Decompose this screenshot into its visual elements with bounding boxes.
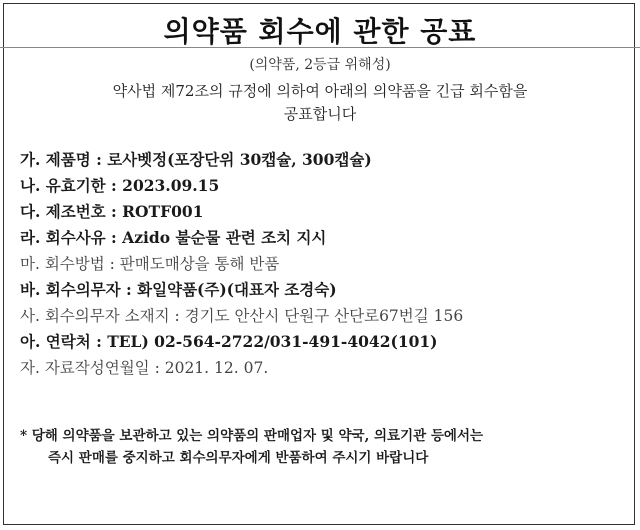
item-recall-reason: 라. 회수사유 : Azido 불순물 관련 조치 지시 bbox=[20, 228, 327, 247]
item-recall-method: 마. 회수방법 : 판매도매상을 통해 반품 bbox=[20, 255, 280, 273]
item-product-name: 가. 제품명 : 로사벳정(포장단위 30캡슐, 300캡슐) bbox=[20, 150, 372, 169]
intro-line-1: 약사법 제72조의 규정에 의하여 아래의 의약품을 긴급 회수함을 bbox=[112, 82, 528, 100]
page-title: 의약품 회수에 관한 공표 bbox=[163, 15, 477, 48]
notice-line-1: * 당해 의약품을 보관하고 있는 의약품의 판매업자 및 약국, 의료기관 등에서는 bbox=[20, 428, 484, 444]
intro-text bbox=[30, 80, 610, 126]
recall-details-list bbox=[20, 147, 620, 381]
notice-line-2: 즉시 판매를 중지하고 회수의무자에게 반품하여 주시기 바랍니다 bbox=[48, 450, 429, 466]
item-date-written: 자. 자료작성연월일 : 2021. 12. 07. bbox=[20, 359, 269, 377]
item-responsible-party: 바. 회수의무자 : 화일약품(주)(대표자 조경숙) bbox=[20, 280, 337, 299]
item-responsible-address: 사. 회수의무자 소재지 : 경기도 안산시 단원구 산단로67번길 156 bbox=[20, 307, 464, 325]
header-divider bbox=[0, 47, 640, 48]
footer-notice bbox=[20, 425, 620, 469]
intro-line-2: 공표합니다 bbox=[283, 105, 357, 123]
item-lot-number: 다. 제조번호 : ROTF001 bbox=[20, 202, 204, 221]
subtitle: (의약품, 2등급 위해성) bbox=[249, 57, 391, 73]
item-expiry-date: 나. 유효기한 : 2023.09.15 bbox=[20, 176, 220, 195]
item-contact: 아. 연락처 : TEL) 02-564-2722/031-491-4042(101) bbox=[20, 332, 438, 351]
